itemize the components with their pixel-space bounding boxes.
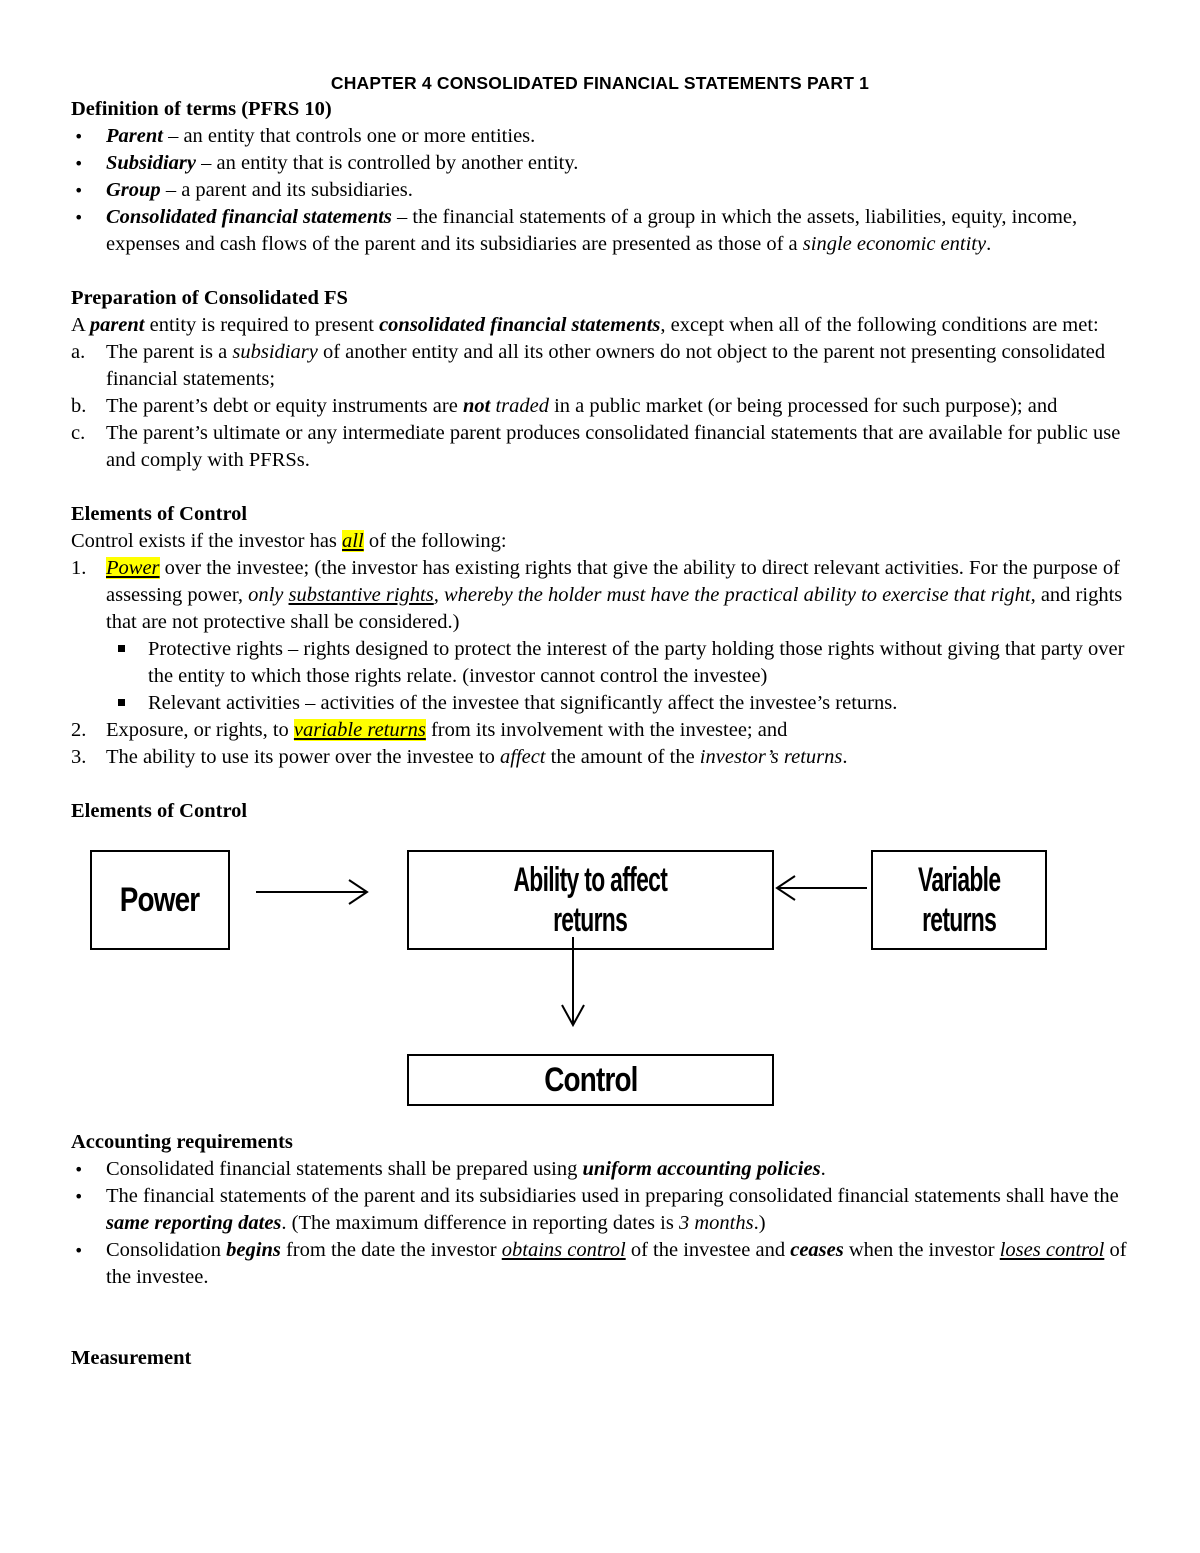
measurement-heading: Measurement: [71, 1347, 192, 1369]
page-title: CHAPTER 4 CONSOLIDATED FINANCIAL STATEMENTS PART 1: [330, 73, 870, 93]
list-item: • Group – a parent and its subsidiaries.: [71, 177, 1141, 204]
list-item: 2. Exposure, or rights, to variable returns from its involvement with the investee; and: [71, 719, 788, 741]
list-item: b. The parent’s debt or equity instruments are not traded in a public market (or being processed for such purpose); and: [71, 395, 1058, 417]
power-label: Power: [120, 881, 200, 919]
control-label: Control: [543, 1061, 638, 1099]
list-item: • Subsidiary – an entity that is controlled by another entity.: [71, 150, 1141, 177]
variable-returns-box: [871, 850, 1047, 950]
accounting-heading: Accounting requirements: [71, 1131, 293, 1153]
list-item: Protective rights – rights designed to protect the interest of the party holding those rights without giving that party over the entity to which those rights relate. (investor cannot control the investee): [106, 636, 1141, 690]
ability-label-line2: returns: [553, 901, 628, 939]
variable-label-line1: Variable: [917, 861, 1001, 899]
conditions-list: [71, 339, 1141, 474]
variable-label-line2: returns: [921, 901, 997, 939]
power-box: [90, 850, 230, 950]
ability-box: [407, 850, 774, 950]
accounting-list: [71, 1156, 1141, 1291]
diagram-heading: Elements of Control: [71, 800, 248, 822]
list-item: • Consolidated financial statements – the financial statements of a group in which the assets, liabilities, equity, income, expenses and cash flows of the parent and its subsidiaries are presented as those of a single economic entity.: [71, 204, 1141, 258]
preparation-heading: Preparation of Consolidated FS: [71, 287, 348, 309]
list-item: 1. Power over the investee; (the investor has existing rights that give the ability to direct relevant activities. For the purpose of assessing power, only substantive rights, whereby the holder must have the practical ability to exercise that right, and rights that are not protective shall be considered.) Protective rights – rights designed to protect the interest of the party holding those rights without giving that party over the entity to which those rights relate. (investor cannot control the investee) Relevant activities – activities of the investee that significantly affect the investee’s returns.: [71, 555, 1141, 717]
sub-list: [106, 636, 1141, 717]
list-item: • The financial statements of the parent and its subsidiaries used in preparing consolidated financial statements shall have the same reporting dates. (The maximum difference in reporting dates is 3 months.): [71, 1183, 1141, 1237]
elements-intro: Control exists if the investor has all of the following:: [71, 530, 507, 552]
list-item: c. The parent’s ultimate or any intermediate parent produces consolidated financial statements that are available for public use and comply with PFRSs.: [71, 422, 1121, 471]
ability-label-line1: Ability to affect: [513, 861, 668, 899]
definitions-heading: Definition of terms (PFRS 10): [71, 98, 332, 120]
document-page: [71, 70, 1141, 1372]
control-diagram: [71, 829, 1141, 1129]
elements-list: [71, 555, 1141, 771]
list-item: Relevant activities – activities of the investee that significantly affect the investee’s returns.: [106, 690, 1141, 717]
list-item: • Parent – an entity that controls one or more entities.: [71, 123, 1141, 150]
list-item: • Consolidated financial statements shall be prepared using uniform accounting policies.: [71, 1156, 1141, 1183]
definitions-list: [71, 123, 1141, 258]
list-item: 3. The ability to use its power over the investee to affect the amount of the investor’s returns.: [71, 746, 848, 768]
control-box: [407, 1054, 774, 1106]
list-item: a. The parent is a subsidiary of another entity and all its other owners do not object to the parent not presenting consolidated financial statements;: [71, 341, 1106, 390]
list-item: • Consolidation begins from the date the investor obtains control of the investee and ceases when the investor loses control of the investee.: [71, 1237, 1141, 1291]
elements-heading: Elements of Control: [71, 503, 248, 525]
preparation-intro: A parent entity is required to present consolidated financial statements, except when all of the following conditions are met:: [71, 314, 1099, 336]
